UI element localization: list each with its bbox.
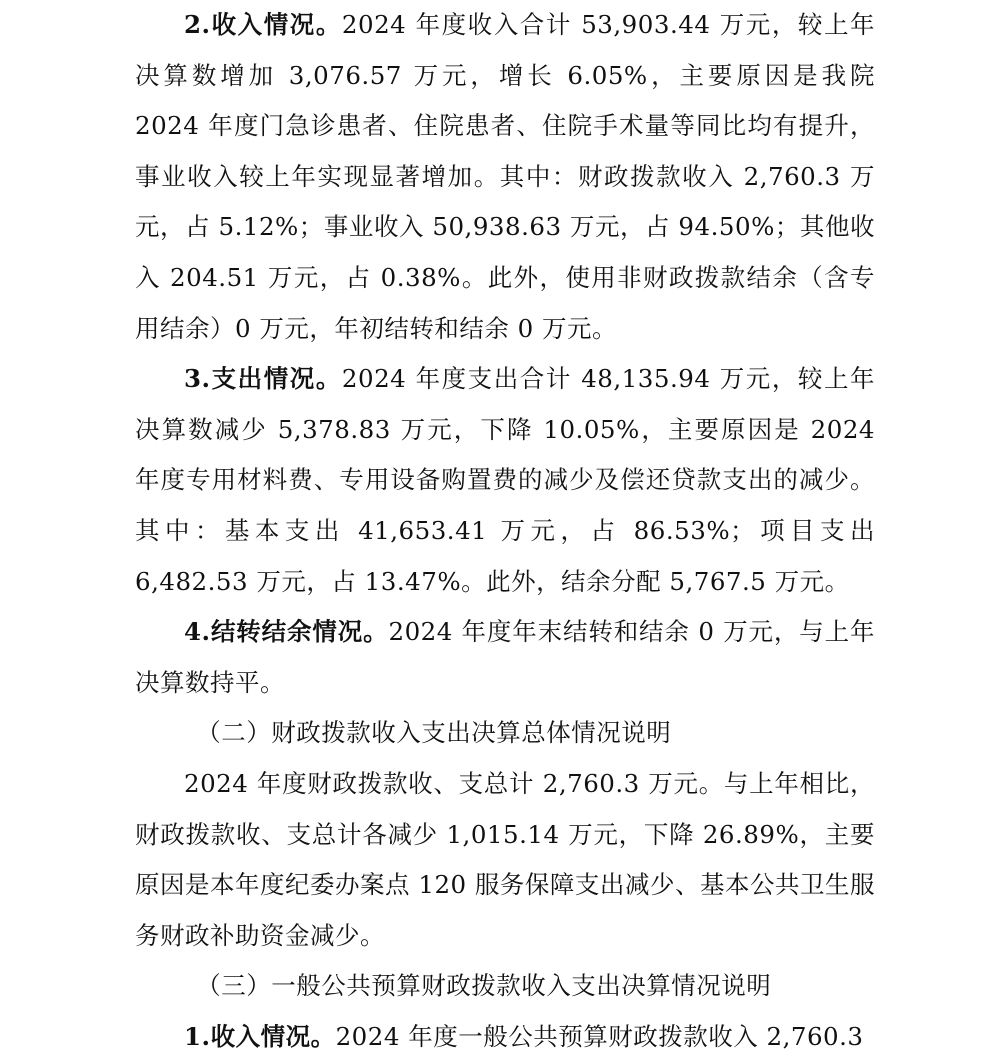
expense-paragraph [135,354,875,607]
expense-text: 2024 年度支出合计 48,135.94 万元，较上年决算数减少 5,378.83 万元，下降 10.05%，主要原因是 2024 年度专用材料费、专用设备购置费的减少及偿还贷款支出的减少。其中：基本支出 41,653.41 万元，占 86.53%；项目支出 6,482.53 万元，占 13.47%。此外，结余分配 5,767.5 万元。 [135,364,876,596]
carryover-paragraph [135,607,875,708]
general-income-text: 2024 年度一般公共预算财政拨款收入 2,760.3 [335,1021,864,1051]
fiscal-paragraph: 2024 年度财政拨款收、支总计 2,760.3 万元。与上年相比，财政拨款收、支总计各减少 1,015.14 万元，下降 26.89%，主要原因是本年度纪委办案点 120 服务保障支出减少、基本公共卫生服务财政补助资金减少。 [135,768,875,950]
income-text: 2024 年度收入合计 53,903.44 万元，较上年决算数增加 3,076.57 万元，增长 6.05%，主要原因是我院 2024 年度门急诊患者、住院患者、住院手术量等同比均有提升，事业收入较上年实现显著增加。其中：财政拨款收入 2,760.3 万元，占 5.12%；事业收入 50,938.63 万元，占 94.50%；其他收入 204.51 万元，占 0.38%。此外，使用非财政拨款结余（含专用结余）0 万元，年初结转和结余 0 万元。 [135,10,876,343]
carryover-text: 2024 年度年末结转和结余 0 万元，与上年决算数持平。 [135,617,875,697]
document-page [135,0,875,1062]
fiscal-section-heading: （二）财政拨款收入支出决算总体情况说明 [196,718,672,748]
general-section-heading: （三）一般公共预算财政拨款收入支出决算情况说明 [196,971,772,1001]
carryover-label: 4.结转结余情况。 [184,617,389,647]
income-label: 2.收入情况。 [184,10,342,39]
expense-label: 3.支出情况。 [184,364,342,394]
general-income-label: 1.收入情况。 [184,1021,336,1051]
income-paragraph [135,0,875,354]
general-income-paragraph [135,1012,875,1062]
